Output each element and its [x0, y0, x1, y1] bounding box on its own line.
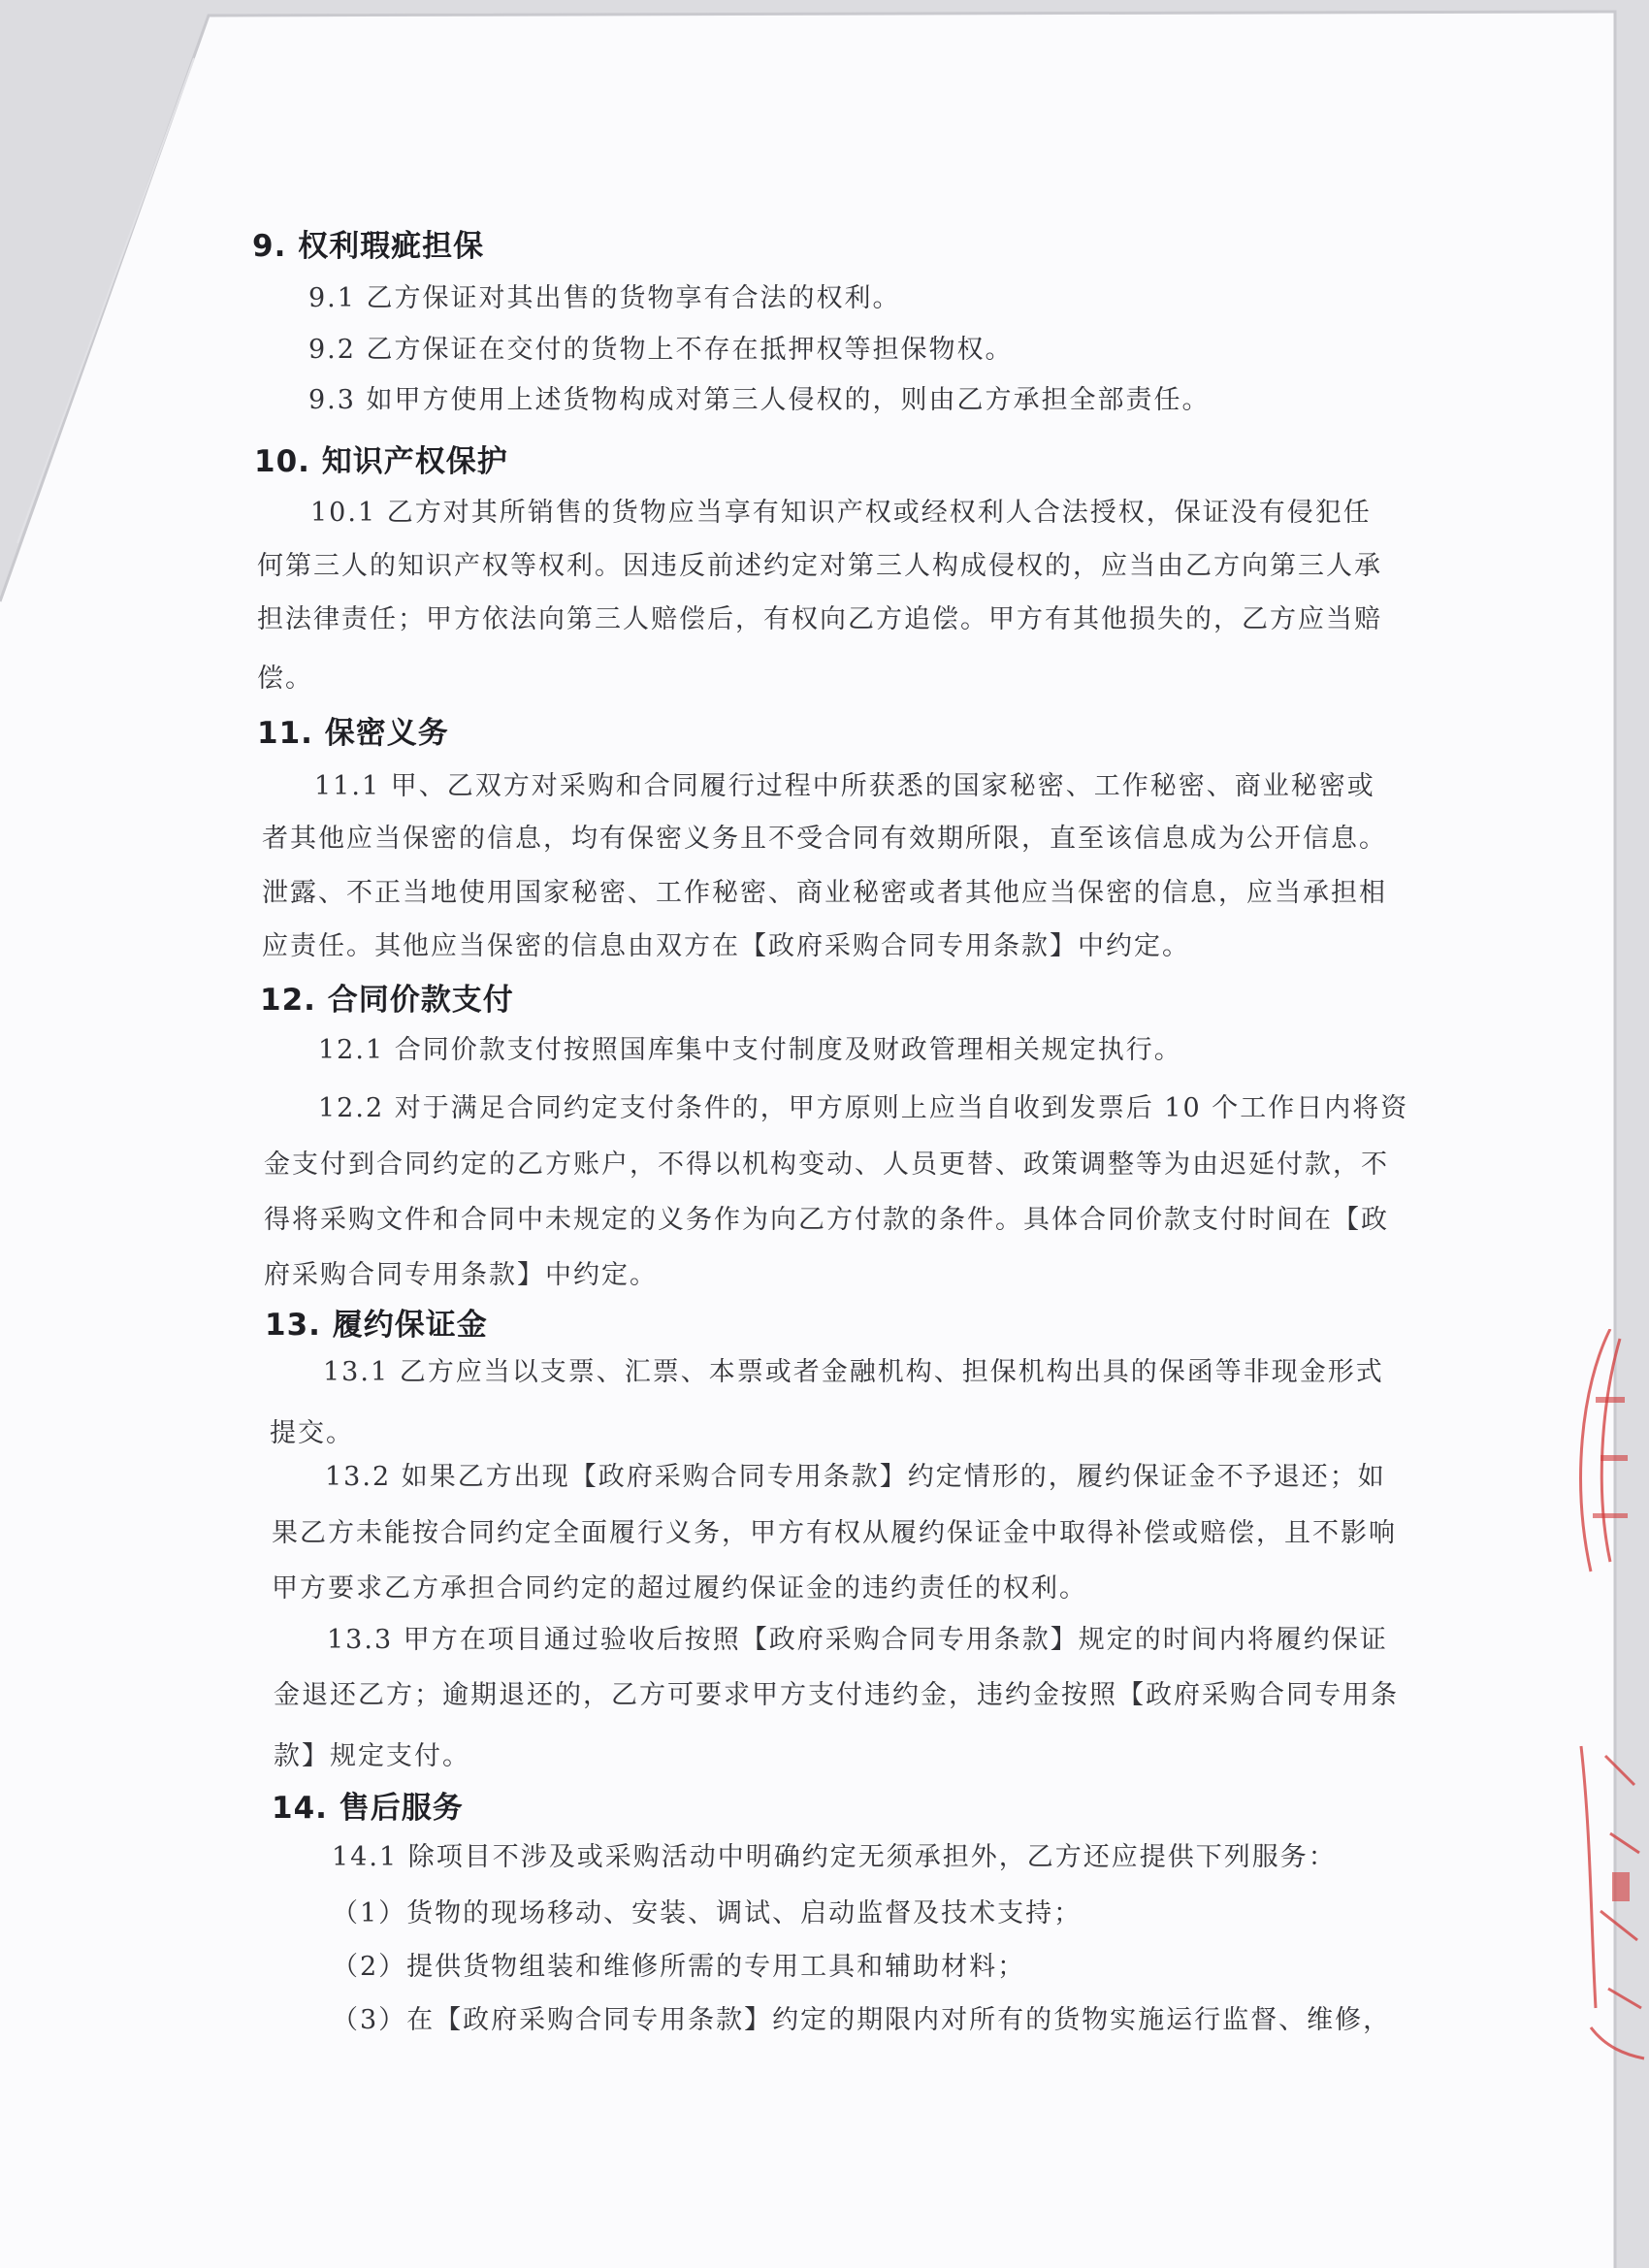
clause-11-1-line: 泄露、不正当地使用国家秘密、工作秘密、商业秘密或者其他应当保密的信息，应当承担相: [262, 878, 1387, 908]
clause-11-1-line: 者其他应当保密的信息，均有保密义务且不受合同有效期所限，直至该信息成为公开信息。: [262, 824, 1387, 854]
section-9-heading: 9. 权利瑕疵担保: [252, 229, 485, 264]
clause-12-2-line: 12.2 对于满足合同约定支付条件的，甲方原则上应当自收到发票后 10 个工作日内将资: [318, 1093, 1409, 1123]
clause-11-1-line: 11.1 甲、乙双方对采购和合同履行过程中所获悉的国家秘密、工作秘密、商业秘密或: [314, 771, 1375, 801]
clause-12-2-line: 得将采购文件和合同中未规定的义务作为向乙方付款的条件。具体合同价款支付时间在【政: [264, 1205, 1389, 1235]
clause-10-1-line: 偿。: [257, 664, 313, 694]
clause-9-1: 9.1 乙方保证对其出售的货物享有合法的权利。: [308, 283, 901, 313]
clause-13-2-line: 果乙方未能按合同约定全面履行义务，甲方有权从履约保证金中取得补偿或赔偿，且不影响: [272, 1518, 1397, 1548]
clause-12-1: 12.1 合同价款支付按照国库集中支付制度及财政管理相关规定执行。: [318, 1035, 1182, 1065]
clause-13-3-line: 款】规定支付。: [274, 1741, 470, 1771]
section-10-heading: 10. 知识产权保护: [254, 444, 508, 479]
clause-9-2: 9.2 乙方保证在交付的货物上不存在抵押权等担保物权。: [308, 335, 1014, 365]
section-12-heading: 12. 合同价款支付: [260, 983, 514, 1018]
clause-12-2-line: 金支付到合同约定的乙方账户，不得以机构变动、人员更替、政策调整等为由迟延付款，不: [264, 1150, 1389, 1180]
clause-10-1-line: 担法律责任；甲方依法向第三人赔偿后，有权向乙方追偿。甲方有其他损失的，乙方应当赔: [257, 604, 1382, 634]
clause-13-3-line: 13.3 甲方在项目通过验收后按照【政府采购合同专用条款】规定的时间内将履约保证: [327, 1625, 1388, 1655]
clause-13-2-line: 13.2 如果乙方出现【政府采购合同专用条款】约定情形的，履约保证金不予退还；如: [325, 1462, 1386, 1492]
service-item: （3）在【政府采购合同专用条款】约定的期限内对所有的货物实施运行监督、维修，: [332, 2005, 1392, 2035]
clause-12-2-line: 府采购合同专用条款】中约定。: [264, 1260, 658, 1290]
clause-10-1-line: 10.1 乙方对其所销售的货物应当享有知识产权或经权利人合法授权，保证没有侵犯任: [310, 498, 1372, 528]
service-item: （2）提供货物组装和维修所需的专用工具和辅助材料；: [332, 1952, 1026, 1982]
clause-11-1-line: 应责任。其他应当保密的信息由双方在【政府采购合同专用条款】中约定。: [262, 931, 1190, 961]
clause-13-1-line: 13.1 乙方应当以支票、汇票、本票或者金融机构、担保机构出具的保函等非现金形式: [323, 1357, 1384, 1387]
clause-9-3: 9.3 如甲方使用上述货物构成对第三人侵权的，则由乙方承担全部责任。: [308, 385, 1211, 415]
section-11-heading: 11. 保密义务: [257, 716, 449, 751]
clause-13-2-line: 甲方要求乙方承担合同约定的超过履约保证金的违约责任的权利。: [272, 1573, 1087, 1604]
service-item: （1）货物的现场移动、安装、调试、启动监督及技术支持；: [332, 1898, 1083, 1928]
section-13-heading: 13. 履约保证金: [265, 1308, 488, 1343]
clause-10-1-line: 何第三人的知识产权等权利。因违反前述约定对第三人构成侵权的，应当由乙方向第三人承: [257, 551, 1382, 581]
clause-13-3-line: 金退还乙方；逾期退还的，乙方可要求甲方支付违约金，违约金按照【政府采购合同专用条: [274, 1680, 1399, 1710]
section-14-heading: 14. 售后服务: [272, 1791, 464, 1826]
clause-13-1-line: 提交。: [270, 1418, 354, 1448]
clause-14-1: 14.1 除项目不涉及或采购活动中明确约定无须承担外，乙方还应提供下列服务：: [332, 1842, 1337, 1872]
